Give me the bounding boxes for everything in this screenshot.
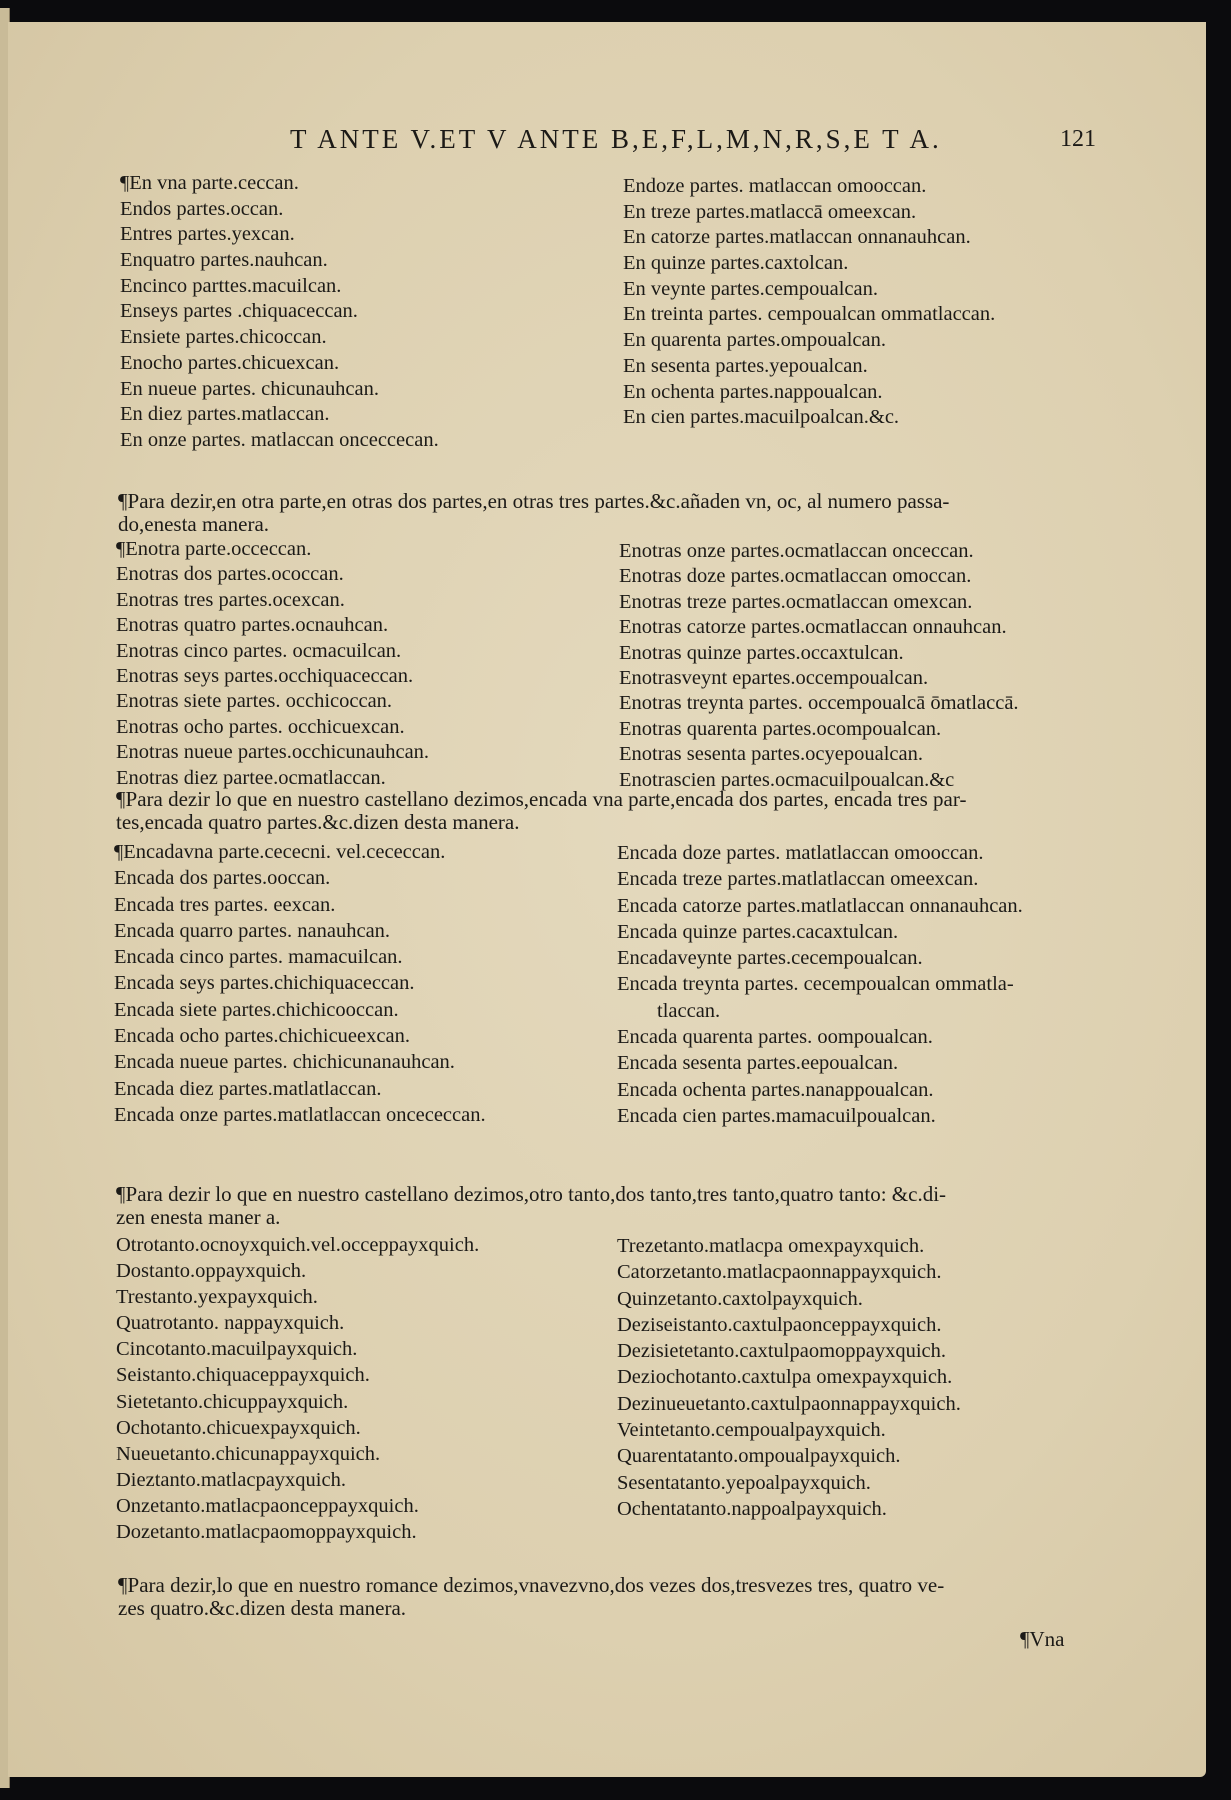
entry: En diez partes.matlaccan.: [120, 403, 330, 426]
intro-line: zen enesta maner a.: [116, 1205, 281, 1229]
entry: Enocho partes.chicuexcan.: [120, 351, 340, 374]
entry: Dieztanto.matlacpayxquich.: [116, 1468, 346, 1491]
entry: Dezinueuetanto.caxtulpaonnappayxquich.: [617, 1392, 961, 1415]
intro-line: tes,encada quatro partes.&c.dizen desta manera.: [116, 810, 520, 834]
entry: Enotras treze partes.ocmatlaccan omexcan.: [619, 590, 973, 613]
entry: Encada treynta partes. cecempoualcan ommatla-: [617, 973, 1014, 996]
intro-line: ¶Para dezir lo que en nuestro castellano dezimos,encada vna parte,encada dos partes, encada tres par-: [116, 787, 967, 811]
entry: En quinze partes.caxtolcan.: [623, 252, 849, 275]
entry: Encada quarro partes. nanauhcan.: [114, 919, 391, 942]
entry: En nueue partes. chicunauhcan.: [120, 377, 379, 400]
entry: Encada catorze partes.matlatlaccan onnanauhcan.: [617, 894, 1023, 917]
entry: Nueuetanto.chicunappayxquich.: [116, 1442, 381, 1465]
section4-intro: [116, 1183, 1086, 1229]
entry: Quatrotanto. nappayxquich.: [116, 1312, 345, 1335]
entry: Trezetanto.matlacpa omexpayxquich.: [617, 1235, 925, 1257]
entry: Enotras siete partes. occhicoccan.: [116, 690, 393, 713]
entry: Enotras dos partes.ococcan.: [116, 563, 344, 586]
entry: Enotras seys partes.occhiquaceccan.: [116, 664, 414, 687]
entry: Encada quinze partes.cacaxtulcan.: [617, 920, 899, 943]
entry: Enotras treynta partes. occempoualcā ōmatlaccā.: [619, 692, 1019, 715]
entry: Veintetanto.cempoualpayxquich.: [617, 1419, 886, 1442]
entry: Encada onze partes.matlatlaccan oncececcan.: [114, 1103, 486, 1126]
entry: En veynte partes.cempoualcan.: [623, 277, 878, 300]
entry: Enotras doze partes.ocmatlaccan omoccan.: [619, 565, 972, 588]
entry: Onzetanto.matlacpaonceppayxquich.: [116, 1494, 419, 1517]
intro-line: zes quatro.&c.dizen desta manera.: [118, 1596, 407, 1620]
entry: Encada nueue partes. chichicunanauhcan.: [114, 1051, 455, 1074]
entry: Enquatro partes.nauhcan.: [120, 249, 328, 272]
entry: Enseys partes .chiquaceccan.: [120, 300, 358, 323]
entry: En treinta partes. cempoualcan ommatlaccan.: [623, 303, 996, 326]
intro-line: ¶Para dezir,en otra parte,en otras dos partes,en otras tres partes.&c.añaden vn, oc, al numero passa-: [118, 489, 950, 513]
entry: Encada ochenta partes.nanappoualcan.: [617, 1078, 934, 1101]
entry: Dozetanto.matlacpaomoppayxquich.: [116, 1521, 417, 1544]
entry: Enotras cinco partes. ocmacuilcan.: [116, 639, 402, 662]
intro-line: ¶Para dezir lo que en nuestro castellano dezimos,otro tanto,dos tanto,tres tanto,quatro tanto: &c.di-: [116, 1182, 947, 1206]
entry: Endos partes.occan.: [120, 197, 284, 220]
entry: En sesenta partes.yepoualcan.: [623, 354, 868, 377]
entry: Encada diez partes.matlatlaccan.: [114, 1077, 382, 1100]
folio-number: 121: [1060, 126, 1096, 152]
entry: Cincotanto.macuilpayxquich.: [116, 1338, 358, 1361]
entry: Entres partes.yexcan.: [120, 223, 295, 246]
entry: Encada quarenta partes. oompoualcan.: [617, 1026, 933, 1049]
section5-intro: [118, 1574, 1088, 1620]
entry: Encada doze partes. matlatlaccan omooccan.: [617, 842, 984, 864]
entry: Encada cien partes.mamacuilpoualcan.: [617, 1104, 936, 1127]
entry: ¶En vna parte.ceccan.: [120, 172, 299, 194]
entry: En ochenta partes.nappoualcan.: [623, 380, 883, 403]
section1-right-column: [623, 174, 995, 431]
entry: Encada tres partes. eexcan.: [114, 893, 336, 916]
entry: Catorzetanto.matlacpaonnappayxquich.: [617, 1261, 942, 1284]
section2-left-column: [116, 537, 429, 791]
entry: Encada dos partes.ooccan.: [114, 867, 331, 890]
section3-right-column: [617, 840, 1023, 1129]
section2-right-column: [619, 539, 1019, 793]
entry: Enotras sesenta partes.ocyepoualcan.: [619, 743, 923, 766]
entry: Deziseistanto.caxtulpaonceppayxquich.: [617, 1313, 942, 1336]
section4-left-column: [116, 1232, 479, 1545]
entry: Enotras nueue partes.occhicunauhcan.: [116, 741, 430, 764]
entry: Encada seys partes.chichiquaceccan.: [114, 972, 415, 995]
entry: En quarenta partes.ompoualcan.: [623, 329, 886, 352]
entry: Ochentatanto.nappoalpayxquich.: [617, 1497, 887, 1520]
entry: Encada ocho partes.chichicueexcan.: [114, 1025, 410, 1048]
entry: Quarentatanto.ompoualpayxquich.: [617, 1445, 901, 1468]
entry: Enotrasveynt epartes.occempoualcan.: [619, 666, 929, 689]
entry: Encada treze partes.matlatlaccan omeexcan.: [617, 868, 979, 891]
entry: Enotras quarenta partes.ocompoualcan.: [619, 717, 942, 740]
entry: Encada cinco partes. mamacuilcan.: [114, 946, 403, 969]
entry: Enotras catorze partes.ocmatlaccan onnauhcan.: [619, 616, 1007, 639]
catchword: ¶Vna: [1020, 1627, 1065, 1651]
entry: ¶Encadavna parte.cececni. vel.cececcan.: [114, 841, 446, 863]
intro-line: do,enesta manera.: [118, 512, 270, 536]
entry: Enotras diez partee.ocmatlaccan.: [116, 766, 386, 789]
entry: Quinzetanto.caxtolpayxquich.: [617, 1287, 863, 1310]
entry: Sietetanto.chicuppayxquich.: [116, 1390, 349, 1413]
entry: Dezisietetanto.caxtulpaomoppayxquich.: [617, 1340, 947, 1363]
entry: En catorze partes.matlaccan onnanauhcan.: [623, 226, 971, 249]
entry: tlaccan.: [657, 999, 721, 1022]
entry: Enotras ocho partes. occhicuexcan.: [116, 715, 405, 738]
entry: Enotrascien partes.ocmacuilpoualcan.&c: [619, 768, 955, 791]
entry: En cien partes.macuilpoalcan.&c.: [623, 406, 900, 429]
entry: Enotras quinze partes.occaxtulcan.: [619, 641, 904, 664]
entry: Endoze partes. matlaccan omooccan.: [623, 175, 927, 197]
section2-intro: [118, 490, 1088, 536]
entry: Seistanto.chiquaceppayxquich.: [116, 1364, 370, 1387]
entry: Encadaveynte partes.cecempoualcan.: [617, 947, 923, 970]
entry: Encinco parttes.macuilcan.: [120, 274, 342, 297]
section4-right-column: [617, 1233, 961, 1522]
section1-left-column: [120, 171, 439, 454]
entry: Ochotanto.chicuexpayxquich.: [116, 1416, 361, 1439]
entry: Encada siete partes.chichicooccan.: [114, 998, 399, 1021]
entry: Ensiete partes.chicoccan.: [120, 326, 327, 349]
entry: Deziochotanto.caxtulpa omexpayxquich.: [617, 1366, 953, 1389]
section3-left-column: [114, 838, 486, 1127]
entry: ¶Enotra parte.occeccan.: [116, 538, 312, 560]
intro-line: ¶Para dezir,lo que en nuestro romance dezimos,vnavezvno,dos vezes dos,tresvezes tres, quatro ve-: [118, 1573, 945, 1597]
section3-intro: [116, 788, 1086, 834]
entry: Otrotanto.ocnoyxquich.vel.occeppayxquich.: [116, 1234, 480, 1256]
entry: Dostanto.oppayxquich.: [116, 1260, 307, 1283]
entry: Enotras quatro partes.ocnauhcan.: [116, 614, 389, 637]
entry: Trestanto.yexpayxquich.: [116, 1286, 318, 1309]
entry: En onze partes. matlaccan onceccecan.: [120, 428, 439, 451]
entry: Sesentatanto.yepoalpayxquich.: [617, 1471, 871, 1494]
entry: En treze partes.matlaccā omeexcan.: [623, 200, 917, 223]
entry: Encada sesenta partes.eepoualcan.: [617, 1052, 899, 1075]
entry: Enotras tres partes.ocexcan.: [116, 588, 345, 611]
entry: Enotras onze partes.ocmatlaccan onceccan.: [619, 540, 974, 562]
running-title: T ANTE V.ET V ANTE B,E,F,L,M,N,R,S,E T A.: [290, 124, 942, 154]
